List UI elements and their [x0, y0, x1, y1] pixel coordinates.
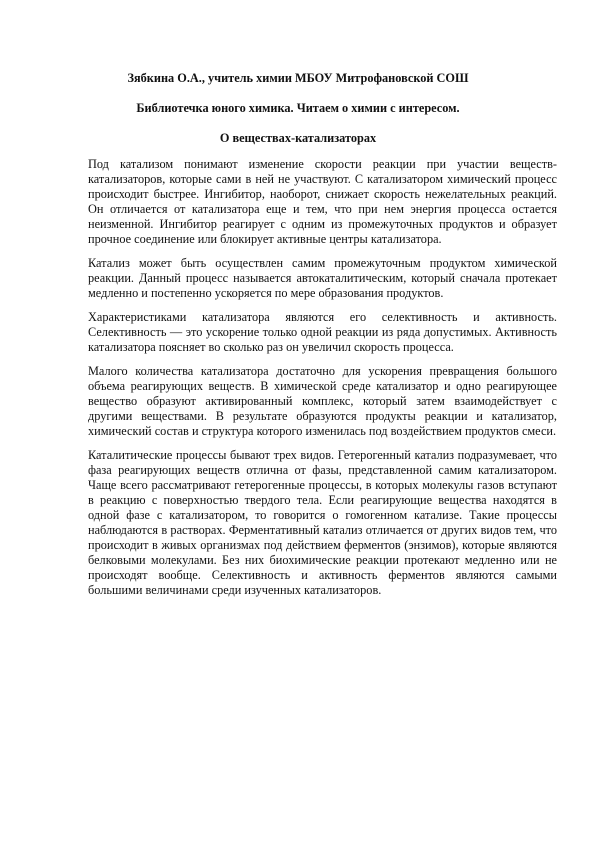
series-line: Библиотечка юного химика. Читаем о химии с интересом.	[136, 101, 460, 115]
article-title: О веществах-катализаторах	[219, 131, 377, 145]
author-line: Зябкина О.А., учитель химии МБОУ Митрофановской СОШ	[127, 71, 469, 85]
paragraph-autocatalysis: Катализ может быть осуществлен самим промежуточным продуктом химической реакции. Данный процесс называется автокаталитическим, который сначала протекает медленно и постепенно ускоряется по мере образования продуктов.	[88, 256, 557, 301]
paragraph-activated-complex: Малого количества катализатора достаточно для ускорения превращения большого объема реагирующих веществ. В химической среде катализатор и одно реагирующее вещество образуют активированный комплекс, который затем взаимодействует с другими веществами. В результате образуются продукты реакции и катализатор, химический состав и структура которого изменилась под воздействием продуктов смеси.	[88, 363, 557, 438]
paragraph-catalysis-definition: Под катализом понимают изменение скорости реакции при участии веществ-катализаторов, которые сами в ней не участвуют. С катализатором химический процесс происходит быстрее. Ингибитор, наоборот, снижает скорость нежелательных реакций. Он отличается от катализатора еще и тем, что при нем энергия процесса остается неизменной. Ингибитор реагирует с одним из промежуточных продуктов и образует прочное соединение или блокирует активные центры катализатора.	[88, 157, 557, 247]
paragraph-selectivity-activity: Характеристиками катализатора являются его селективность и активность. Селективность — это ускорение только одной реакции из ряда допустимых. Активность катализатора поясняет во сколько раз он увеличил скорость процесса.	[88, 309, 557, 355]
paragraph-catalysis-types: Каталитические процессы бывают трех видов. Гетерогенный катализ подразумевает, что фаза реагирующих веществ отлична от фазы, представленной самим катализатором. Чаще всего рассматривают гетерогенные процессы, в которых молекулы газов вступают в реакцию с поверхностью твердого тела. Если реагирующие вещества находятся в одной фазе с катализатором, то говорится о гомогенном катализе. Такие процессы наблюдаются в растворах. Ферментативный катализ отличается от других видов тем, что происходит в живых организмах под действием ферментов (энзимов), которые являются белковыми молекулами. Без них биохимические реакции протекают медленно или не происходят вообще. Селективность и активность ферментов являются самыми большими величинами среди изученных катализаторов.	[88, 447, 557, 598]
article-body	[88, 157, 557, 607]
